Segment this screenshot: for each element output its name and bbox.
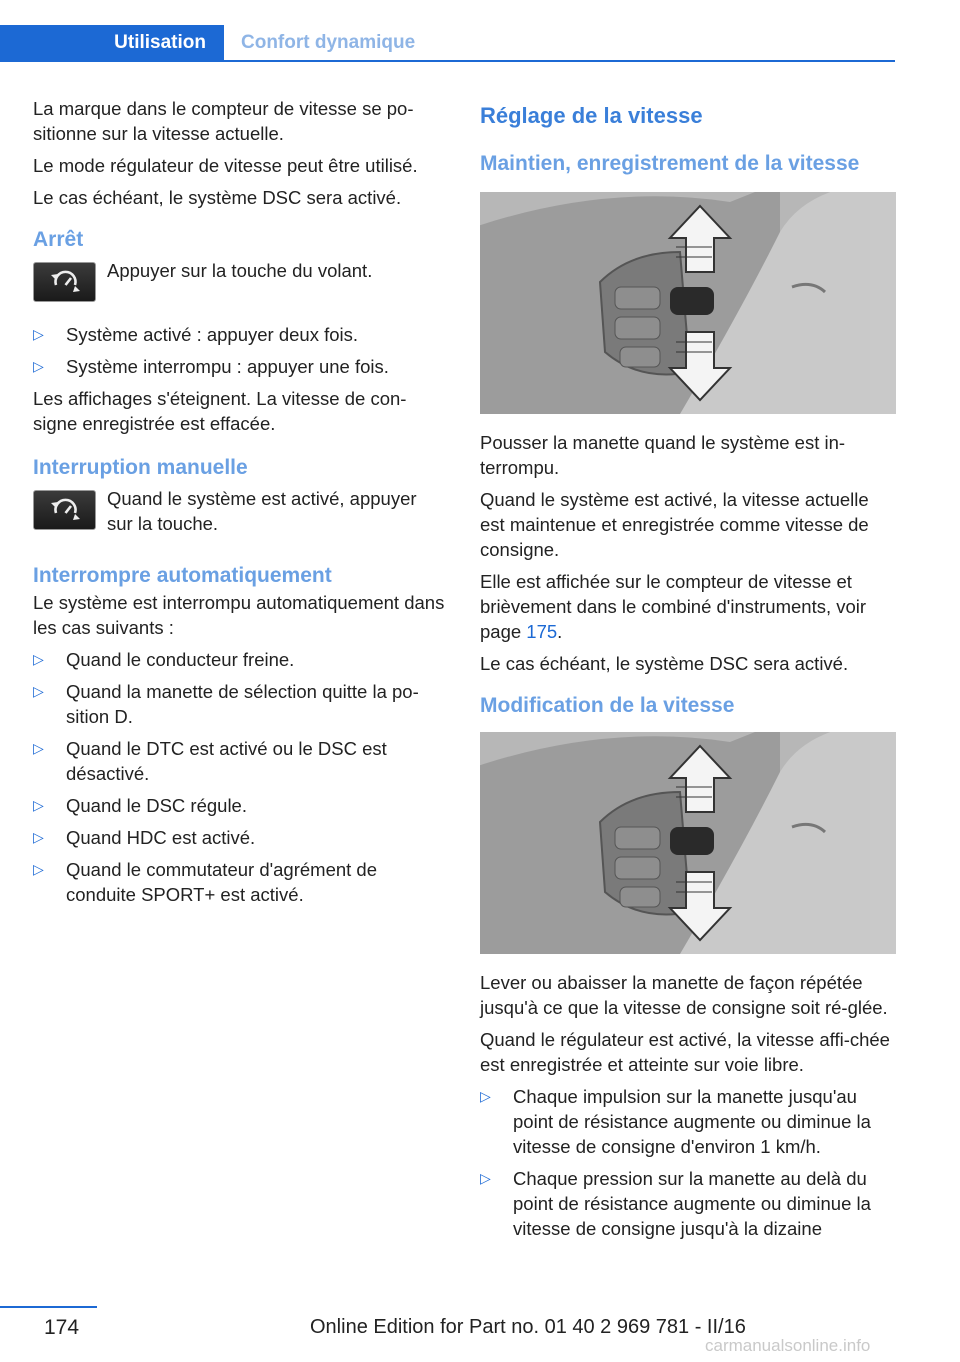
paragraph: Pousser la manette quand le système est in-terrompu. — [480, 432, 846, 478]
list-item: ▷ Chaque impulsion sur la manette jusqu'au point de résistance augmente ou diminue la vitesse de consigne d'environ 1 km/h. — [480, 1086, 871, 1157]
instruction-text: Appuyer sur la touche du volant. — [107, 260, 373, 281]
icon-instruction — [33, 486, 447, 536]
list-item: ▷ Quand le commutateur d'agrément de conduite SPORT+ est activé. — [33, 859, 378, 905]
triangle-bullet-icon: ▷ — [33, 861, 44, 877]
section-title: Réglage de la vitesse — [480, 103, 703, 128]
page-header — [0, 0, 960, 64]
paragraph: Le mode régulateur de vitesse peut être utilisé. — [33, 155, 418, 176]
steering-wheel-lever-image — [480, 732, 896, 954]
section-heading-maintien: Maintien, enregistrement de la vitesse — [480, 152, 860, 175]
paragraph: La marque dans le compteur de vitesse se po-sitionne sur la vitesse actuelle. — [33, 98, 414, 144]
footer-divider — [0, 1306, 97, 1308]
cruise-control-button-icon — [33, 262, 96, 302]
header-divider — [0, 60, 895, 62]
instruction-text: Quand le système est activé, appuyer sur la touche. — [107, 488, 417, 534]
triangle-bullet-icon: ▷ — [480, 1170, 491, 1186]
triangle-bullet-icon: ▷ — [33, 740, 44, 756]
bullet-list — [33, 647, 447, 907]
page-number: 174 — [44, 1316, 80, 1339]
section-heading-manuelle: Interruption manuelle — [33, 456, 248, 479]
left-column — [33, 96, 447, 914]
paragraph: Lever ou abaisser la manette de façon répétée jusqu'à ce que la vitesse de consigne soit ré-glée. — [480, 972, 888, 1018]
paragraph: Quand le système est activé, la vitesse actuelle est maintenue et enregistrée comme vitesse de consigne. — [480, 489, 869, 560]
section-heading-auto: Interrompre automatiquement — [33, 564, 332, 587]
triangle-bullet-icon: ▷ — [33, 326, 44, 342]
list-item: ▷ Système activé : appuyer deux fois. — [33, 324, 359, 345]
triangle-bullet-icon: ▷ — [33, 651, 44, 667]
tab-utilisation[interactable]: Utilisation — [0, 25, 224, 61]
paragraph: Le système est interrompu automatiquement dans les cas suivants : — [33, 592, 445, 638]
list-item: ▷ Quand le DSC régule. — [33, 795, 247, 816]
right-column — [480, 102, 896, 1248]
paragraph: Quand le régulateur est activé, la vitesse affi-chée est enregistrée et atteinte sur voie libre. — [480, 1029, 890, 1075]
triangle-bullet-icon: ▷ — [33, 797, 44, 813]
page-link[interactable]: 175 — [526, 621, 558, 642]
paragraph-text: . — [557, 621, 563, 642]
icon-instruction — [33, 258, 447, 302]
list-item: ▷ Chaque pression sur la manette au delà du point de résistance augmente ou diminue la vitesse de consigne jusqu'à la dizaine — [480, 1168, 871, 1239]
paragraph-text: Elle est affichée sur le compteur de vitesse et brièvement dans le combiné d'instruments, voir page — [480, 571, 867, 642]
triangle-bullet-icon: ▷ — [480, 1088, 491, 1104]
paragraph — [480, 569, 896, 644]
list-item: ▷ Quand HDC est activé. — [33, 827, 256, 848]
paragraph: Le cas échéant, le système DSC sera activé. — [480, 653, 849, 674]
bullet-list — [33, 322, 447, 379]
edition-text: Online Edition for Part no. 01 40 2 969 781 - II/16 — [310, 1316, 746, 1338]
steering-wheel-lever-image — [480, 192, 896, 414]
triangle-bullet-icon: ▷ — [33, 683, 44, 699]
paragraph: Les affichages s'éteignent. La vitesse de con-signe enregistrée est effacée. — [33, 388, 407, 434]
list-item: ▷ Quand le DTC est activé ou le DSC est désactivé. — [33, 738, 387, 784]
paragraph: Le cas échéant, le système DSC sera activé. — [33, 187, 402, 208]
section-heading-modification: Modification de la vitesse — [480, 694, 735, 717]
watermark: carmanualsonline.info — [705, 1336, 871, 1355]
tab-confort-dynamique[interactable]: Confort dynamique — [224, 25, 895, 61]
bullet-list — [480, 1084, 896, 1241]
triangle-bullet-icon: ▷ — [33, 358, 44, 374]
list-item: ▷ Quand la manette de sélection quitte la po-sition D. — [33, 681, 419, 727]
list-item: ▷ Système interrompu : appuyer une fois. — [33, 356, 389, 377]
section-heading-arret: Arrêt — [33, 228, 84, 251]
list-item: ▷ Quand le conducteur freine. — [33, 649, 295, 670]
triangle-bullet-icon: ▷ — [33, 829, 44, 845]
cruise-control-button-icon — [33, 490, 96, 530]
